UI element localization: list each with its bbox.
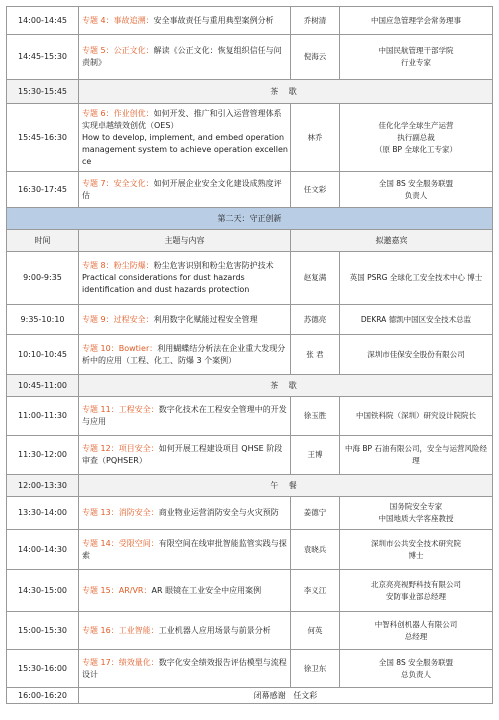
- topic-tag: 公正文化：: [113, 46, 154, 55]
- topic-title: 如何开发、推广和引入运营管理体系实现卓越绩效创优（OES）: [82, 108, 282, 130]
- speaker-cell: 徐玉胜: [291, 397, 340, 436]
- agenda-row: [7, 436, 493, 475]
- speaker-cell: 林乔: [291, 104, 340, 172]
- org-line: DEKRA 德凯中国区安全技术总监: [360, 314, 472, 324]
- closing-cell: [79, 688, 493, 704]
- time-cell: 13:30-14:00: [7, 497, 79, 530]
- header-topic: 主题与内容: [79, 230, 291, 252]
- agenda-row: [7, 35, 493, 80]
- agenda-row: [7, 497, 493, 530]
- speaker-cell: 张 君: [291, 335, 340, 375]
- time-cell: 15:45-16:30: [7, 104, 79, 172]
- topic-number: 专题 12：: [82, 444, 119, 453]
- topic-cell: [79, 104, 291, 172]
- topic-title: 数字化安全绩效报告评估模型与流程设计: [82, 657, 287, 679]
- speaker-cell: 赵复满: [291, 252, 340, 305]
- agenda-row: [7, 570, 493, 612]
- closing-row: [7, 688, 493, 704]
- org-cell: [340, 305, 493, 335]
- org-line: 博士: [408, 550, 424, 560]
- break-label: 茶 歇: [79, 375, 493, 397]
- break-row: [7, 80, 493, 104]
- time-cell: 10:10-10:45: [7, 335, 79, 375]
- agenda-table: [6, 6, 493, 704]
- topic-number: 专题 9：: [82, 314, 114, 324]
- topic-number: 专题 14：: [82, 538, 119, 548]
- speaker-cell: 姜德宁: [291, 497, 340, 530]
- org-line: 全国 8S 安全服务联盟: [378, 657, 454, 667]
- agenda-row: [7, 104, 493, 172]
- org-line: 中国铁科院（深圳）研究设计院院长: [356, 411, 476, 420]
- time-cell: 15:30-15:45: [7, 80, 79, 104]
- org-cell: [340, 570, 493, 612]
- topic-title: 商业物业运营消防安全与火灾预防: [158, 508, 279, 517]
- topic-tag: 工程安全：: [118, 405, 159, 414]
- org-line: 深圳市佳保安全股份有限公司: [367, 349, 465, 359]
- closing-speaker: 任文彩: [293, 690, 318, 700]
- agenda-row: [7, 7, 493, 35]
- time-cell: 16:00-16:20: [7, 688, 79, 704]
- org-line: 安防事业部总经理: [386, 591, 446, 601]
- speaker-cell: 王博: [291, 436, 340, 475]
- topic-number: 专题 11：: [82, 405, 119, 414]
- topic-tag: 作业创优：: [113, 108, 154, 118]
- header-speaker: 拟邀嘉宾: [291, 230, 493, 252]
- topic-tag: 受限空间：: [118, 538, 159, 548]
- topic-number: 专题 7：: [82, 178, 114, 188]
- time-cell: 11:30-12:00: [7, 436, 79, 475]
- org-line: 中海 BP 石油有限公司，安全与运营风险经理: [345, 444, 487, 465]
- day-title: 第二天：守正创新: [7, 208, 493, 230]
- time-cell: 14:00-14:45: [7, 7, 79, 35]
- topic-cell: [79, 35, 291, 80]
- time-cell: 14:00-14:30: [7, 530, 79, 570]
- agenda-row: [7, 172, 493, 208]
- topic-tag: 消防安全：: [118, 508, 159, 517]
- agenda-row: [7, 612, 493, 650]
- time-cell: 9:35-10:10: [7, 305, 79, 335]
- topic-title: 有限空间在线审批智能监管实践与探索: [82, 538, 287, 560]
- org-cell: [340, 397, 493, 436]
- org-line: 执行副总裁: [397, 132, 435, 142]
- time-cell: 16:30-17:45: [7, 172, 79, 208]
- topic-title: 如何开展工程建设项目 QHSE 阶段审查（PQHSER）: [82, 444, 283, 465]
- topic-cell: [79, 612, 291, 650]
- org-line: （原 BP 全球化工专家）: [375, 144, 457, 154]
- agenda-row: [7, 530, 493, 570]
- topic-cell: [79, 305, 291, 335]
- agenda-row: [7, 397, 493, 436]
- agenda-row: [7, 252, 493, 305]
- topic-number: 专题 13：: [82, 508, 119, 517]
- topic-cell: [79, 650, 291, 688]
- topic-number: 专题 6：: [82, 108, 114, 118]
- topic-cell: [79, 530, 291, 570]
- org-line: 中国应急管理学会常务理事: [371, 15, 461, 25]
- org-cell: [340, 436, 493, 475]
- speaker-cell: 徐卫东: [291, 650, 340, 688]
- topic-number: 专题 8：: [82, 261, 114, 270]
- topic-number: 专题 15：: [82, 585, 119, 595]
- time-cell: 14:45-15:30: [7, 35, 79, 80]
- time-cell: 15:30-16:00: [7, 650, 79, 688]
- speaker-cell: 乔树清: [291, 7, 340, 35]
- topic-cell: [79, 436, 291, 475]
- topic-cell: [79, 335, 291, 375]
- speaker-cell: 任文彩: [291, 172, 340, 208]
- speaker-cell: 袁晓兵: [291, 530, 340, 570]
- topic-title: 粉尘危害识别和粉尘危害防护技术: [153, 261, 274, 270]
- time-cell: 10:45-11:00: [7, 375, 79, 397]
- org-cell: [340, 35, 493, 80]
- org-cell: [340, 335, 493, 375]
- agenda-row: [7, 650, 493, 688]
- org-cell: [340, 172, 493, 208]
- topic-number: 专题 16：: [82, 625, 119, 635]
- topic-cell: [79, 7, 291, 35]
- time-cell: 12:00-13:30: [7, 475, 79, 497]
- speaker-cell: 倪海云: [291, 35, 340, 80]
- topic-tag: 粉尘防爆：: [113, 261, 154, 270]
- org-line: 北京亮亮视野科技有限公司: [371, 579, 461, 589]
- org-line: 中国地质大学客座教授: [378, 514, 454, 523]
- topic-number: 专题 10：: [82, 343, 119, 353]
- org-line: 中智科创机器人有限公司: [374, 619, 458, 629]
- topic-tag: 绩效量化：: [118, 657, 159, 667]
- agenda-row: [7, 305, 493, 335]
- topic-title: 利用数字化赋能过程安全管理: [153, 314, 258, 324]
- speaker-cell: 何英: [291, 612, 340, 650]
- org-line: 总负责人: [401, 669, 431, 679]
- time-cell: 14:30-15:00: [7, 570, 79, 612]
- topic-tag: 项目安全：: [118, 444, 159, 453]
- topic-title: 如何开展企业安全文化建设成熟度评估: [82, 178, 282, 200]
- org-cell: [340, 7, 493, 35]
- topic-cell: [79, 172, 291, 208]
- org-line: 国务院安全专家: [389, 502, 443, 511]
- org-line: 佳化化学全球生产运营: [378, 120, 454, 130]
- topic-number: 专题 4：: [82, 15, 114, 25]
- time-cell: 11:00-11:30: [7, 397, 79, 436]
- time-cell: 9:00-9:35: [7, 252, 79, 305]
- topic-tag: 过程安全：: [113, 314, 154, 324]
- topic-title: 利用蝴蝶结分析法在企业重大发现分析中的应用（工程、化工、防爆 3 个案例）: [82, 343, 286, 365]
- break-label: 茶 歇: [79, 80, 493, 104]
- org-cell: [340, 612, 493, 650]
- org-cell: [340, 104, 493, 172]
- closing-label: 闭幕感谢: [253, 690, 286, 700]
- break-row: [7, 475, 493, 497]
- topic-title: 安全事故责任与重用典型案例分析: [153, 15, 274, 25]
- topic-tag: 工业智能：: [118, 625, 159, 635]
- org-cell: [340, 252, 493, 305]
- topic-title: AR 眼镜在工业安全中应用案例: [151, 585, 262, 595]
- topic-title-en: Practical considerations for dust hazards identification and dust hazards protection: [82, 273, 250, 294]
- speaker-cell: 苏德亮: [291, 305, 340, 335]
- org-line: 负责人: [404, 190, 428, 200]
- org-line: 深圳市公共安全技术研究院: [371, 538, 461, 548]
- org-line: 全国 8S 安全服务联盟: [378, 178, 454, 188]
- topic-cell: [79, 497, 291, 530]
- topic-title-en: How to develop, implement, and embed operation management system to achieve operation excellence: [82, 132, 288, 166]
- topic-title: 数字化技术在工程安全管理中的开发与应用: [82, 405, 287, 426]
- org-line: 中国民航管理干部学院: [378, 46, 454, 55]
- topic-title: 工业机器人应用场景与前景分析: [158, 625, 271, 635]
- speaker-cell: 李义江: [291, 570, 340, 612]
- org-line: 行业专家: [401, 58, 431, 67]
- time-cell: 15:00-15:30: [7, 612, 79, 650]
- table-header-row: [7, 230, 493, 252]
- header-time: 时间: [7, 230, 79, 252]
- break-row: [7, 375, 493, 397]
- topic-cell: [79, 252, 291, 305]
- break-label: 午 餐: [79, 475, 493, 497]
- topic-tag: AR/VR：: [118, 585, 152, 595]
- org-cell: [340, 530, 493, 570]
- topic-number: 专题 5：: [82, 46, 114, 55]
- org-line: 总经理: [404, 631, 428, 641]
- topic-number: 专题 17：: [82, 657, 119, 667]
- topic-tag: 安全文化：: [113, 178, 154, 188]
- agenda-row: [7, 335, 493, 375]
- topic-tag: 事故追溯：: [113, 15, 154, 25]
- day-header-row: [7, 208, 493, 230]
- topic-cell: [79, 397, 291, 436]
- org-line: 英国 PSRG 全球化工安全技术中心 博士: [349, 273, 483, 282]
- org-cell: [340, 650, 493, 688]
- topic-tag: Bowtier：: [118, 343, 158, 353]
- org-cell: [340, 497, 493, 530]
- topic-cell: [79, 570, 291, 612]
- topic-title: 解读《公正文化：恢复组织信任与问责制》: [82, 46, 282, 67]
